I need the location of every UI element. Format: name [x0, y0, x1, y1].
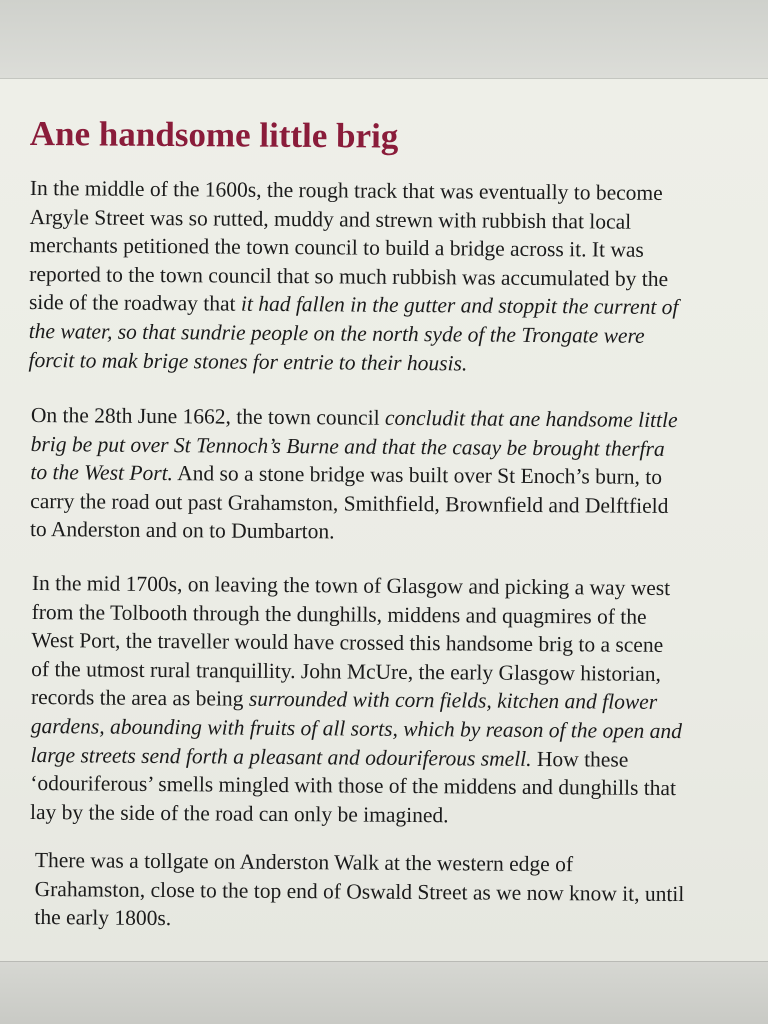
text-run: There was a tollgate on Anderston Walk at the western edge of [34, 847, 574, 877]
text-run: of the utmost rural tranquillity. John McUre, the early Glasgow historian, [31, 656, 662, 686]
text-run: In the mid 1700s, on leaving the town of Glasgow and picking a way west [31, 570, 671, 601]
text-line [31, 712, 682, 746]
text-line [35, 846, 685, 880]
paragraph-3 [30, 569, 683, 831]
text-line [31, 401, 678, 435]
text-line [34, 903, 684, 937]
text-run: In the middle of the 1600s, the rough track that was eventually to become [29, 175, 663, 205]
text-line [30, 174, 680, 208]
text-run: West Port, the traveller would have crossed this handsome brig to a scene [31, 628, 664, 658]
panel-heading: Ane handsome little brig [29, 114, 399, 156]
paragraph-1 [28, 174, 679, 379]
italic-quote-run: it had fallen in the gutter and stoppit the current of [240, 292, 679, 320]
paragraph-2 [30, 401, 678, 549]
text-run: carry the road out past Grahamston, Smithfield, Brownfield and Delftfield [30, 488, 669, 518]
text-run: the early 1800s. [34, 905, 172, 931]
paragraph-4 [34, 846, 684, 937]
italic-quote-run: forcit to mak brige stones for entrie to their housis. [28, 347, 468, 376]
italic-quote-run: gardens, abounding with fruits of all sorts, which by reason of the open and [30, 713, 683, 744]
text-run: ‘odouriferous’ smells mingled with those of the middens and dunghills that [30, 771, 677, 801]
text-line [29, 317, 679, 351]
text-run: Grahamston, close to the top end of Oswald Street as we now know it, until [34, 876, 685, 906]
text-line [28, 346, 678, 380]
text-run: Argyle Street was so rutted, muddy and strewn with rubbish that local [29, 204, 632, 234]
text-run: merchants petitioned the town council to build a bridge across it. It was [29, 233, 644, 263]
wall-background-top [0, 0, 768, 78]
text-run: side of the roadway that [28, 290, 242, 317]
italic-quote-run: to the West Port. [30, 460, 174, 486]
text-run: records the area as being [30, 685, 249, 712]
italic-quote-run: brig be put over St Tennoch’s Burne and that the casay be brought therfra [30, 431, 665, 461]
text-run: lay by the side of the road can only be imagined. [29, 799, 449, 828]
italic-quote-run: the water, so that sundrie people on the north syde of the Trongate were [28, 318, 645, 348]
text-run: How these [531, 746, 629, 772]
text-run: from the Tolbooth through the dunghills, middens and quagmires of the [31, 599, 647, 629]
wall-background-bottom [0, 962, 768, 1024]
text-run: reported to the town council that so much rubbish was accumulated by the [29, 261, 669, 291]
text-run: And so a stone bridge was built over St Enoch’s burn, to [172, 461, 663, 490]
text-line [32, 569, 683, 603]
text-run: to Anderston and on to Dumbarton. [29, 517, 335, 544]
italic-quote-run: surrounded with corn fields, kitchen and flower [248, 687, 658, 715]
text-run: On the 28th June 1662, the town council [30, 402, 386, 430]
text-line [30, 515, 677, 549]
text-line [30, 798, 681, 832]
italic-quote-run: large streets send forth a pleasant and odouriferous smell. [30, 742, 532, 771]
italic-quote-run: concludit that ane handsome little [384, 405, 678, 433]
